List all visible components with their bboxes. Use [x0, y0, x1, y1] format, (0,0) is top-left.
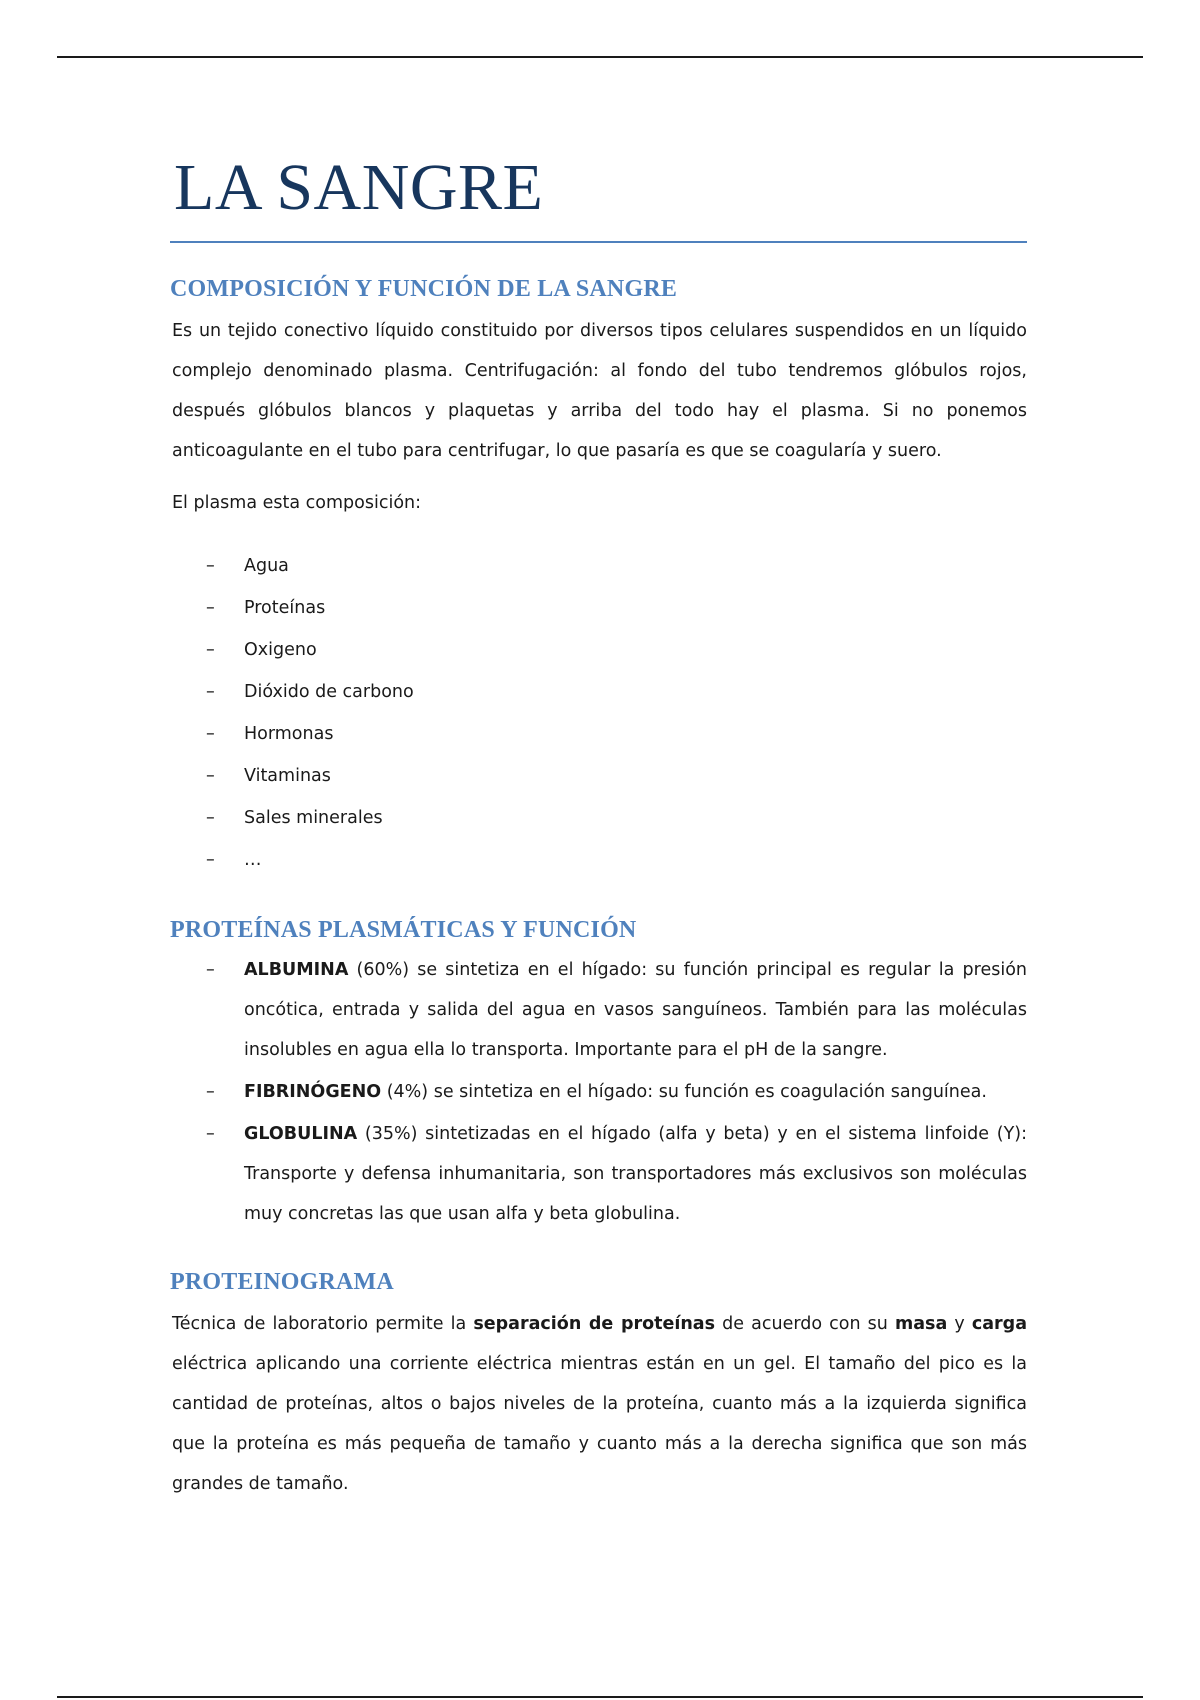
list-dash: – — [206, 598, 215, 618]
list-dash: – — [206, 724, 215, 744]
list-dash: – — [206, 640, 215, 660]
bold-term: carga — [971, 1314, 1028, 1334]
list-item — [170, 671, 1027, 713]
bold-term: separación de proteínas — [473, 1314, 716, 1334]
protein-name: ALBUMINA — [244, 960, 349, 980]
list-item — [170, 587, 1027, 629]
list-item-text: … — [244, 850, 262, 870]
section-paragraph-composicion: Es un tejido conectivo líquido constituido por diversos tipos celulares suspendidos en un líquido complejo denominado plasma. Centrifugación: al fondo del tubo tendremos glóbulos rojos, después glóbulos blancos y plaquetas y arriba del todo hay el plasma. Si no ponemos anticoagulante en el tubo para centrifugar, lo que pasaría es que se coagularía y suero. — [172, 321, 1027, 461]
protein-name: GLOBULINA — [244, 1124, 358, 1144]
text-run: eléctrica aplicando una corriente eléctrica mientras están en un gel. El tamaño del pico es la cantidad de proteínas, altos o bajos niveles de la proteína, cuanto más a la izquierda significa que la proteína es más pequeña de tamaño y cuanto más a la derecha significa que son más grandes de tamaño. — [172, 1354, 1027, 1494]
list-dash: – — [206, 960, 215, 980]
list-dash: – — [206, 682, 215, 702]
protein-description: (4%) se sintetiza en el hígado: su función es coagulación sanguínea. — [381, 1082, 987, 1102]
plasma-proteins-list — [170, 950, 1027, 1234]
list-dash: – — [206, 556, 215, 576]
protein-item-albumina — [170, 950, 1027, 1070]
section-heading-proteinas: PROTEÍNAS PLASMÁTICAS Y FUNCIÓN — [170, 917, 637, 943]
section-heading-composicion: COMPOSICIÓN Y FUNCIÓN DE LA SANGRE — [170, 276, 678, 302]
text-run: de acuerdo con su — [715, 1314, 895, 1334]
protein-name: FIBRINÓGENO — [244, 1082, 382, 1102]
protein-item-globulina — [170, 1114, 1027, 1234]
text-run: Técnica de laboratorio permite la — [172, 1314, 474, 1334]
list-item-text: Sales minerales — [244, 808, 383, 828]
document-title: LA SANGRE — [174, 151, 544, 224]
list-item — [170, 629, 1027, 671]
list-item-text: Dióxido de carbono — [244, 682, 414, 702]
protein-description: (35%) sintetizadas en el hígado (alfa y beta) y en el sistema linfoide (Y): Transporte y defensa inhumanitaria, son transportadores más exclusivos son moléculas muy concretas las que usan alfa y beta globulina. — [244, 1124, 1027, 1224]
section-paragraph-proteinograma — [170, 1304, 1027, 1504]
list-item-text: Hormonas — [244, 724, 334, 744]
page-top-rule — [57, 56, 1143, 58]
page-bottom-rule — [57, 1696, 1143, 1698]
list-item-text: Proteínas — [244, 598, 326, 618]
protein-item-fibrinogeno — [170, 1072, 1027, 1112]
list-item — [170, 713, 1027, 755]
list-item — [170, 839, 1027, 881]
plasma-intro-text: El plasma esta composición: — [172, 493, 422, 513]
list-item — [170, 755, 1027, 797]
section-heading-proteinograma: PROTEINOGRAMA — [170, 1269, 394, 1295]
list-item-text: Agua — [244, 556, 289, 576]
list-dash: – — [206, 808, 215, 828]
title-underline — [170, 241, 1027, 243]
list-item-text: Oxigeno — [244, 640, 317, 660]
list-dash: – — [206, 1082, 215, 1102]
list-item — [170, 545, 1027, 587]
protein-description: (60%) se sintetiza en el hígado: su función principal es regular la presión oncótica, entrada y salida del agua en vasos sanguíneos. También para las moléculas insolubles en agua ella lo transporta. Importante para el pH de la sangre. — [244, 960, 1027, 1060]
text-run: y — [947, 1314, 972, 1334]
list-dash: – — [206, 766, 215, 786]
list-item-text: Vitaminas — [244, 766, 331, 786]
list-dash: – — [206, 1124, 215, 1144]
plasma-components-list — [170, 545, 1027, 881]
list-dash: – — [206, 850, 215, 870]
list-item — [170, 797, 1027, 839]
bold-term: masa — [895, 1314, 948, 1334]
document-page — [170, 140, 1027, 1504]
